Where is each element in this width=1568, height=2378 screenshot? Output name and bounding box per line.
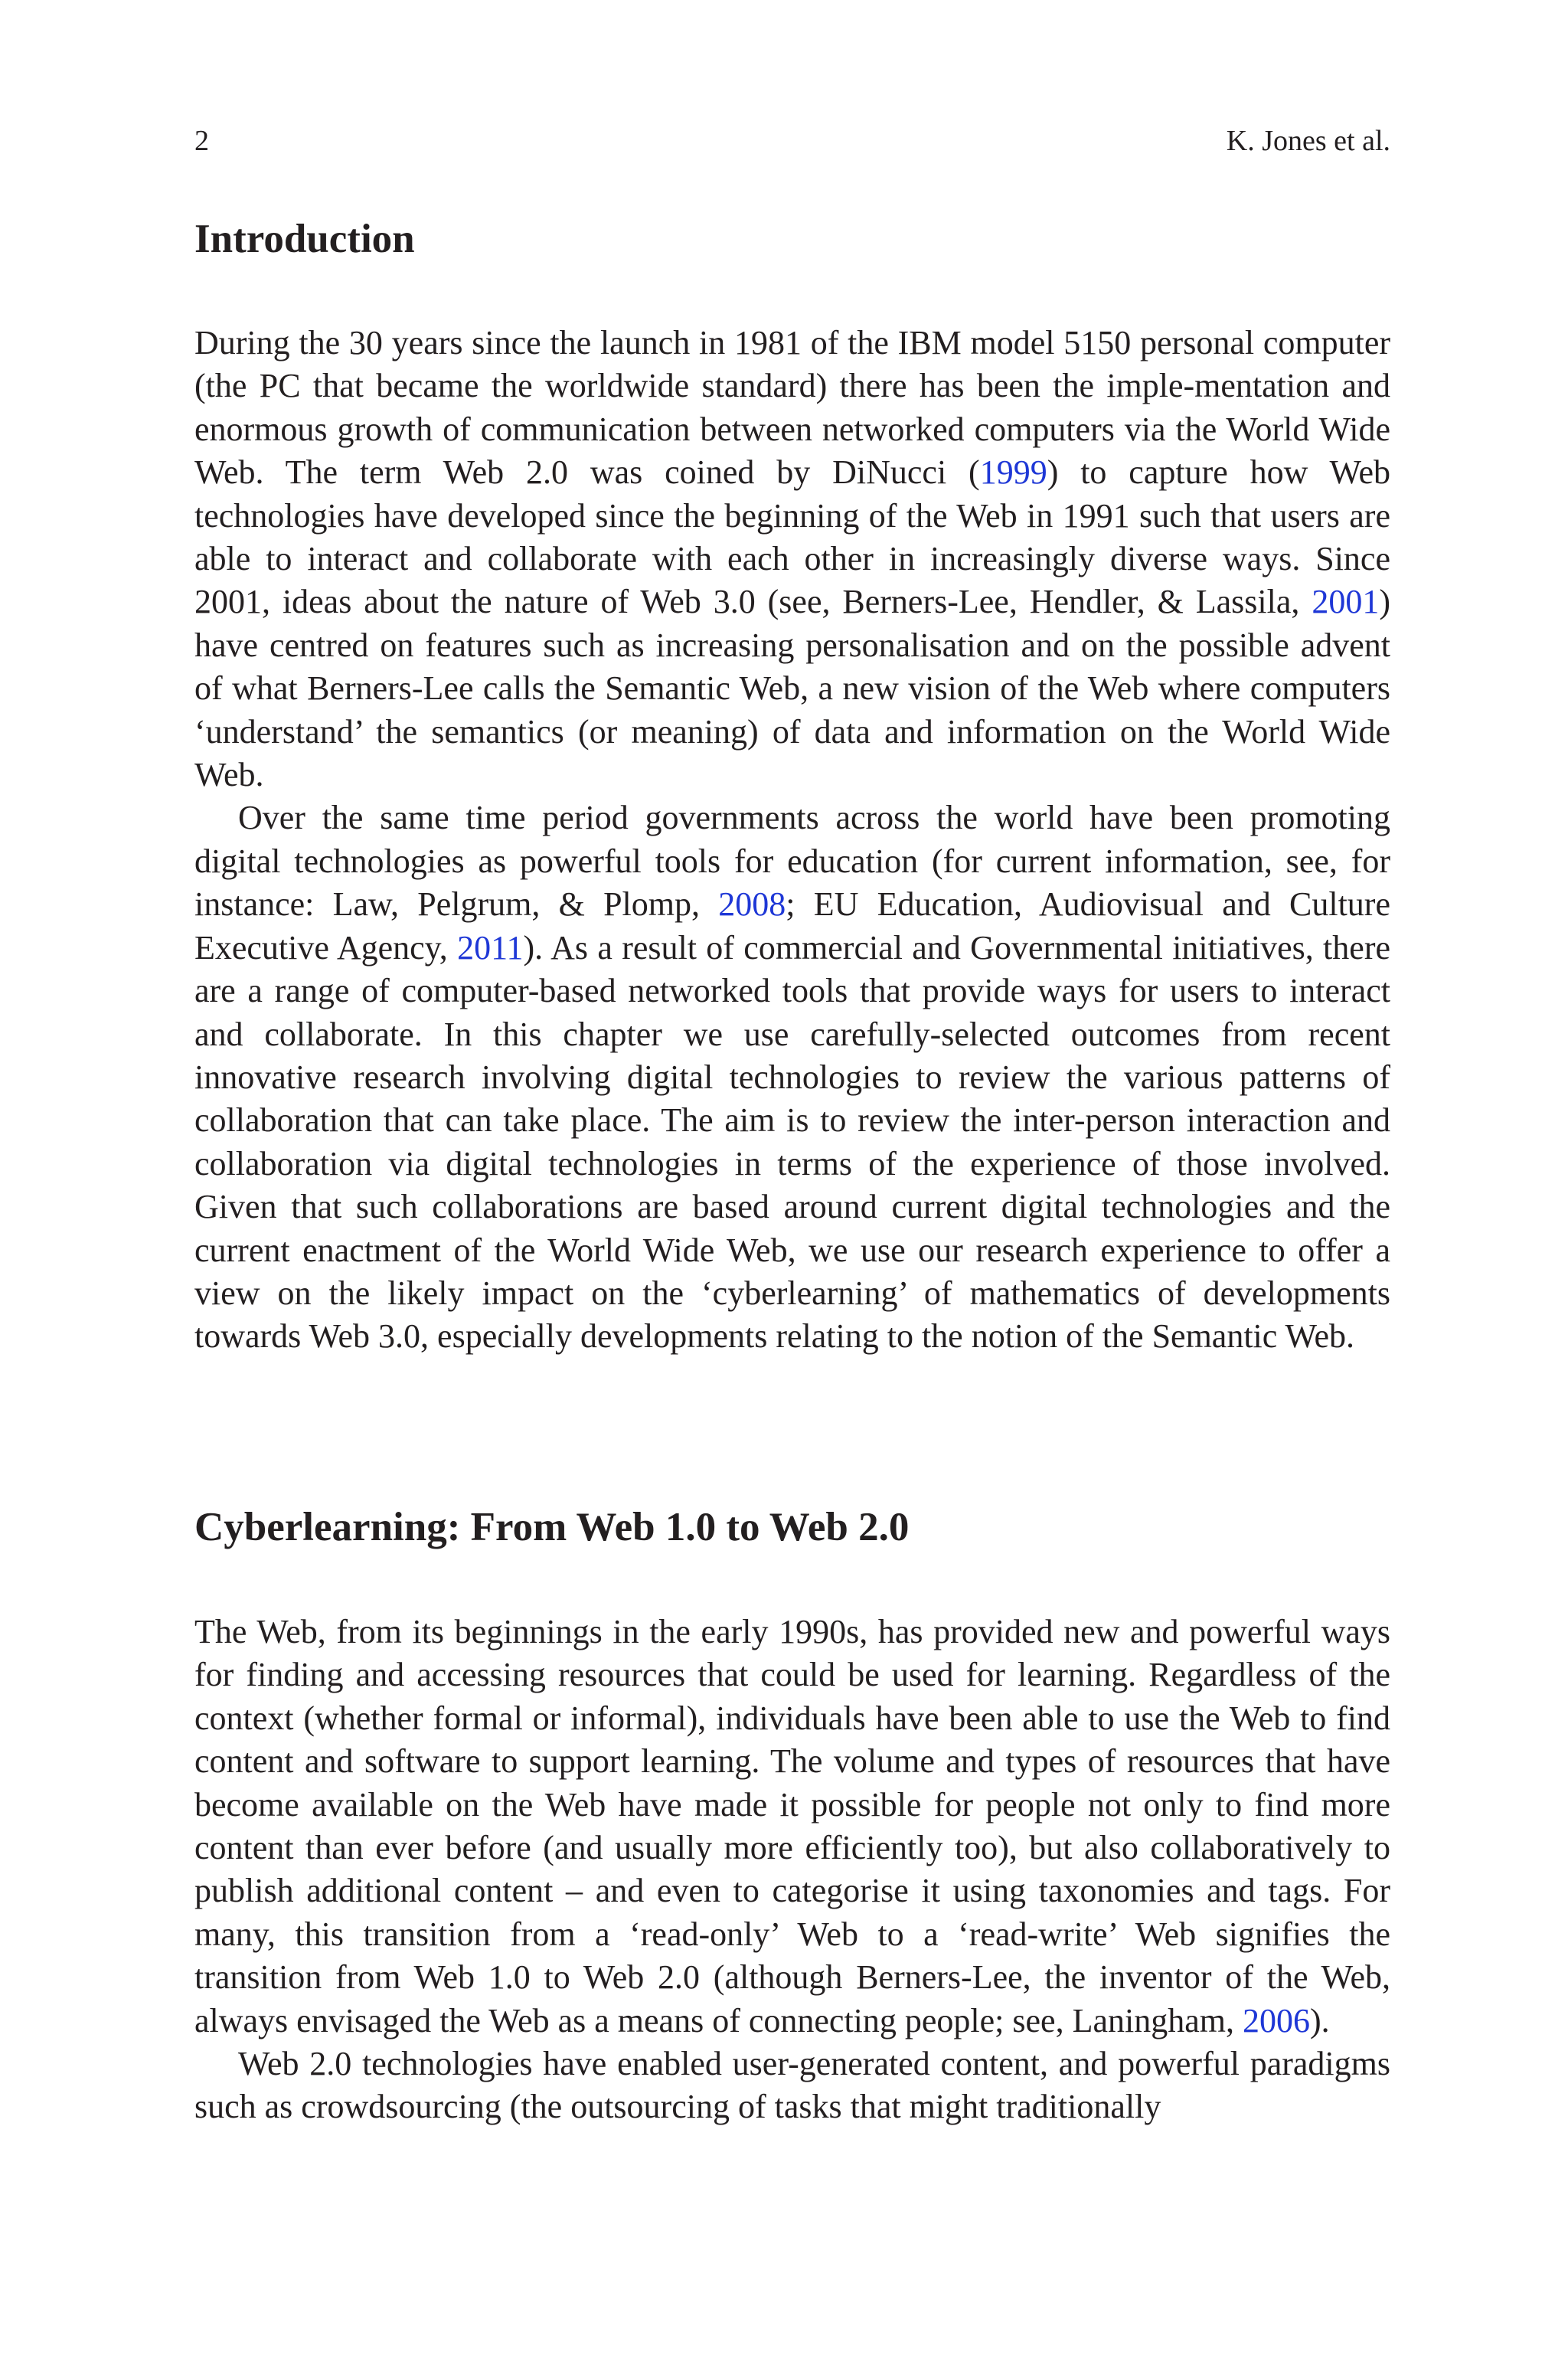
text-segment: ). <box>1309 2001 1330 2039</box>
text-segment: ). As a result of commercial and Governmental initiatives, there are a range of computer-based networked tools that provide ways for users to interact and collaborate. In this chapter we use carefully-selected outcomes from recent innovative research involving digital technologies to review the various patterns of collaboration that can take place. The aim is to review the inter-person interaction and collaboration via digital technologies in terms of the experience of those involved. Given that such collaborations are based around current digital technologies and the current enactment of the World Wide Web, we use our research experience to offer a view on the likely impact on the ‘cyberlearning’ of mathematics of developments towards Web 3.0, especially developments relating to the notion of the Semantic Web. <box>194 928 1390 1356</box>
citation-link-2001[interactable]: 2001 <box>1312 583 1380 621</box>
running-head-authors: K. Jones et al. <box>1226 125 1390 157</box>
paragraph <box>194 796 1390 1358</box>
text-segment: Over the same time period governments across the world have been promoting digital technologies as powerful tools for education (for current information, see, for instance: Law, Pelgrum, & Plomp, <box>194 799 1390 924</box>
text-segment: ) to capture how Web technologies have developed since the beginning of the Web in 1991 such that users are able to interact and collaborate with each other in increasingly diverse ways. Since 2001, ideas about the nature of Web 3.0 (see, Berners-Lee, Hendler, & Lassila, <box>194 453 1390 621</box>
citation-link-1999[interactable]: 1999 <box>979 453 1047 492</box>
text-segment: During the 30 years since the launch in 1981 of the IBM model 5150 personal computer (the PC that became the worldwide standard) there has been the imple-mentation and enormous growth of communication between networked computers via the World Wide Web. The term Web 2.0 was coined by DiNucci ( <box>194 324 1390 492</box>
citation-link-2008[interactable]: 2008 <box>718 885 786 924</box>
section-heading-introduction: Introduction <box>194 217 415 261</box>
page-number: 2 <box>194 125 209 157</box>
paragraph <box>194 322 1390 796</box>
text-segment: The Web, from its beginnings in the early 1990s, has provided new and powerful ways for finding and accessing resources that could be used for learning. Regardless of the context (whether formal or informal), individuals have been able to use the Web to find content and software to support learning. The volume and types of resources that have become available on the Web have made it possible for people not only to find more content than ever before (and usually more efficiently too), but also collaboratively to publish additional content – and even to categorise it using taxonomies and tags. For many, this transition from a ‘read-only’ Web to a ‘read-write’ Web signifies the transition from Web 1.0 to Web 2.0 (although Berners-Lee, the inventor of the Web, always envisaged the Web as a means of connecting people; see, Laningham, <box>194 1613 1390 2039</box>
paragraph <box>194 1611 1390 2043</box>
citation-link-2006[interactable]: 2006 <box>1242 2001 1310 2039</box>
section-cyberlearning-body <box>194 1611 1390 2129</box>
section-introduction-body <box>194 322 1390 1359</box>
citation-link-2011[interactable]: 2011 <box>457 928 524 967</box>
text-segment: ) have centred on features such as increasing personalisation and on the possible advent of what Berners-Lee calls the Semantic Web, a new vision of the Web where computers ‘understand’ the semantics (or meaning) of data and information on the World Wide Web. <box>194 583 1390 794</box>
text-segment: ; EU Education, Audiovisual and Culture Executive Agency, <box>194 885 1390 967</box>
section-heading-cyberlearning: Cyberlearning: From Web 1.0 to Web 2.0 <box>194 1505 910 1549</box>
text-segment: Web 2.0 technologies have enabled user-generated content, and powerful paradigms such as crowdsourcing (the outsourcing of tasks that might traditionally <box>194 2045 1390 2126</box>
paragraph <box>194 2043 1390 2129</box>
running-head <box>194 123 1390 159</box>
